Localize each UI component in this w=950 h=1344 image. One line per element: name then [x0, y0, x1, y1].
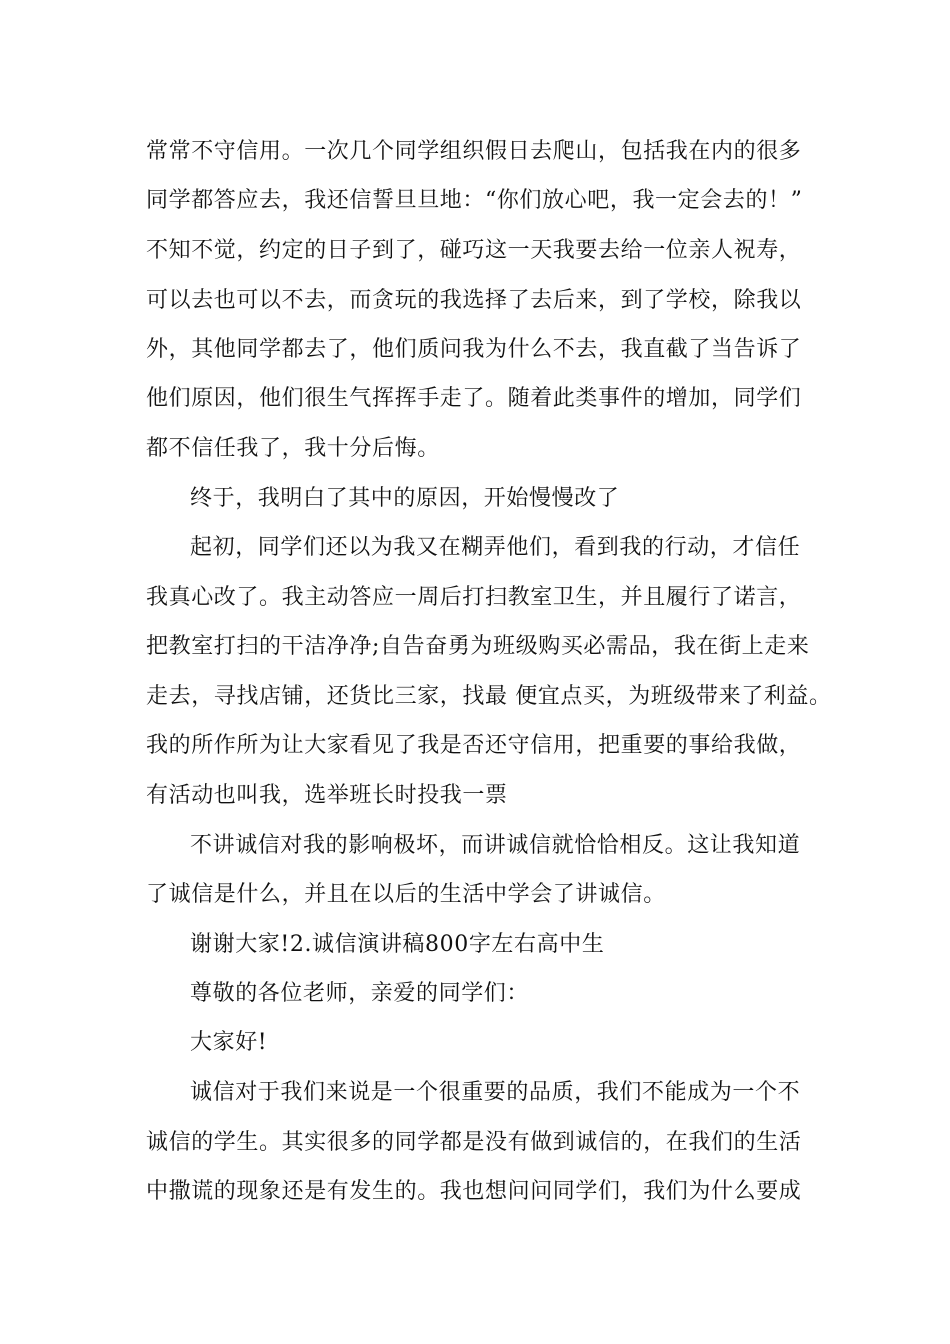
text-line: 把教室打扫的干洁净净;自告奋勇为班级购买必需品，我在街上走来 [146, 634, 810, 659]
text-line: 他们原因，他们很生气挥挥手走了。随着此类事件的增加，同学们 [146, 386, 802, 411]
text-line: 外，其他同学都去了，他们质问我为什么不去，我直截了当告诉了 [146, 337, 802, 362]
salutation: 尊敬的各位老师，亲爱的同学们： [190, 981, 530, 1006]
paragraph-start: 终于，我明白了其中的原因，开始慢慢改了 [190, 486, 620, 511]
text-line: 有活动也叫我，选举班长时投我一票 [146, 783, 508, 808]
text-line: 我真心改了。我主动答应一周后打扫教室卫生，并且履行了诺言， [146, 585, 802, 610]
greeting: 大家好! [190, 1030, 268, 1055]
text-line: 走去，寻找店铺，还货比三家，找最 便宜点买，为班级带来了利益。 [146, 684, 832, 709]
text-line: 常常不守信用。一次几个同学组织假日去爬山，包括我在内的很多 [146, 139, 802, 164]
text-line: 不知不觉，约定的日子到了，碰巧这一天我要去给一位亲人祝寿， [146, 238, 802, 263]
paragraph-start: 诚信对于我们来说是一个很重要的品质，我们不能成为一个不 [190, 1080, 801, 1105]
text-line: 同学都答应去，我还信誓旦旦地：“你们放心吧，我一定会去的！” [146, 188, 803, 213]
text-line: 中撒谎的现象还是有发生的。我也想问问同学们，我们为什么要成 [146, 1179, 802, 1204]
paragraph-start: 起初，同学们还以为我又在糊弄他们，看到我的行动，才信任 [190, 535, 801, 560]
text-line: 了诚信是什么，并且在以后的生活中学会了讲诚信。 [146, 882, 666, 907]
paragraph-start: 不讲诚信对我的影响极坏，而讲诚信就恰恰相反。这让我知道 [190, 833, 801, 858]
text-line: 可以去也可以不去，而贪玩的我选择了去后来，到了学校，除我以 [146, 288, 802, 313]
text-line: 诚信的学生。其实很多的同学都是没有做到诚信的，在我们的生活 [146, 1130, 802, 1155]
paragraph-start: 谢谢大家!2.诚信演讲稿800字左右高中生 [190, 932, 605, 957]
text-line: 我的所作所为让大家看见了我是否还守信用，把重要的事给我做， [146, 733, 802, 758]
text-line: 都不信任我了，我十分后悔。 [146, 436, 440, 461]
